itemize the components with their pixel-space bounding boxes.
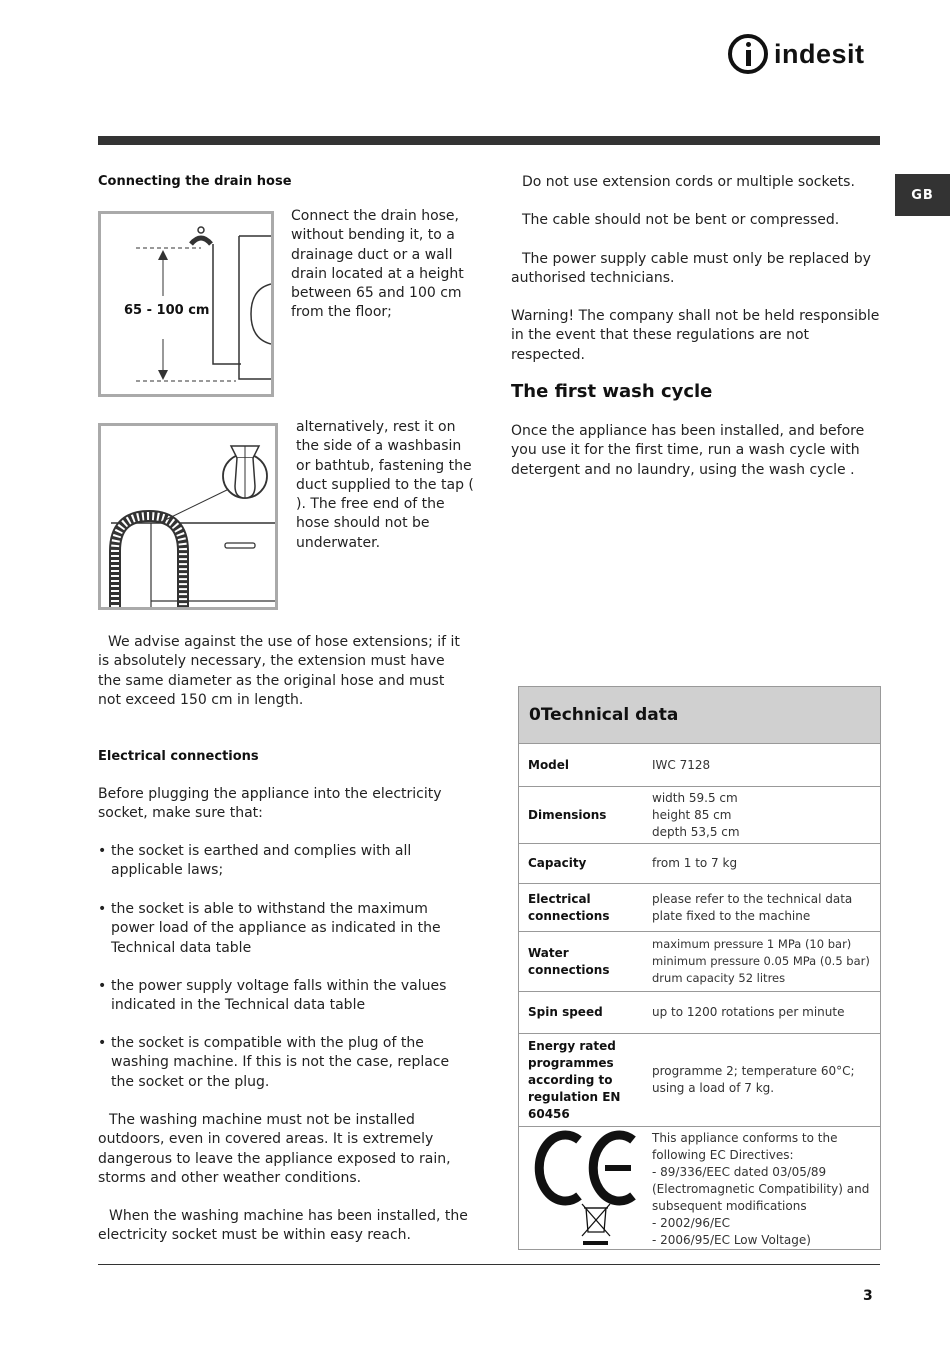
row-value: please refer to the technical data plate fixed to the machine bbox=[652, 891, 853, 923]
table-row bbox=[519, 744, 880, 787]
washbasin-illustration bbox=[101, 426, 275, 607]
table-row bbox=[519, 844, 880, 884]
socket-reach-text: When the washing machine has been installed, the electricity socket must be within easy reach. bbox=[98, 1208, 468, 1244]
washbasin-text: alternatively, rest it on the side of a washbasin or bathtub, fastening the duct supplied to the tap ( ). The free end of the hose should not be underwater. bbox=[296, 419, 474, 551]
table-row bbox=[519, 884, 880, 932]
warning-text: Warning! The company shall not be held responsible in the event that these regulations are not respected. bbox=[511, 308, 880, 363]
electrical-intro: Before plugging the appliance into the electricity socket, make sure that: bbox=[98, 786, 442, 822]
table-row bbox=[519, 992, 880, 1034]
row-label: Model bbox=[528, 757, 570, 772]
header-rule bbox=[98, 136, 880, 145]
row-value: width 59.5 cm height 85 cm depth 53,5 cm bbox=[652, 790, 740, 839]
row-label: Dimensions bbox=[528, 807, 607, 822]
row-value: IWC 7128 bbox=[652, 757, 711, 772]
extension-cords-text: Do not use extension cords or multiple sockets. bbox=[522, 174, 855, 190]
bullet-icon: • bbox=[98, 978, 107, 994]
list-item: • the socket is compatible with the plug of the washing machine. If this is not the case, replace the socket or the plug. bbox=[98, 1034, 470, 1092]
outdoor-warning-text: The washing machine must not be installed outdoors, even in covered areas. It is extremely dangerous to leave the appliance exposed to rain, storms and other weather conditions. bbox=[98, 1112, 451, 1186]
row-value: from 1 to 7 kg bbox=[652, 856, 738, 870]
technical-data-table bbox=[518, 686, 881, 1250]
bullet-icon: • bbox=[98, 1035, 107, 1051]
row-value: programme 2; temperature 60°C; using a load of 7 kg. bbox=[652, 1064, 855, 1095]
brand-logo bbox=[728, 34, 865, 74]
ce-mark bbox=[519, 1130, 652, 1248]
row-label: Electrical connections bbox=[528, 891, 610, 923]
table-row bbox=[519, 787, 880, 844]
row-label: Water connections bbox=[528, 945, 610, 977]
first-wash-heading: The first wash cycle bbox=[511, 381, 713, 402]
page-number: 3 bbox=[863, 1288, 873, 1304]
list-item: • the socket is able to withstand the maximum power load of the appliance as indicated in the Technical data table bbox=[98, 900, 470, 958]
brand-name: indesit bbox=[774, 38, 865, 69]
first-wash-text: Once the appliance has been installed, and before you use it for the first time, run a wash cycle with detergent and no laundry, using the wash cycle . bbox=[511, 423, 865, 478]
electrical-heading: Electrical connections bbox=[98, 749, 259, 764]
list-item: • the socket is earthed and complies with all applicable laws; bbox=[98, 842, 470, 881]
row-label: Capacity bbox=[528, 856, 587, 870]
row-value: up to 1200 rotations per minute bbox=[652, 1005, 845, 1019]
language-tab: GB bbox=[895, 174, 950, 216]
row-label: Spin speed bbox=[528, 1005, 603, 1019]
drain-height-label: 65 - 100 cm bbox=[124, 303, 210, 318]
row-label: Energy rated programmes according to regulation EN 60456 bbox=[528, 1038, 621, 1121]
footer-rule bbox=[98, 1264, 880, 1265]
ce-directives-text: This appliance conforms to the following EC Directives: - 89/336/EEC dated 03/05/89 (Electromagnetic Compatibility) and subsequent modifications - 2002/96/EC - 2006/95/EC Low Voltage) bbox=[652, 1131, 870, 1247]
washbasin-figure bbox=[98, 423, 278, 610]
table-row bbox=[519, 1127, 880, 1249]
cable-bend-text: The cable should not be bent or compressed. bbox=[522, 212, 840, 228]
cable-replace-text: The power supply cable must only be replaced by authorised technicians. bbox=[511, 251, 871, 287]
drain-hose-heading: Connecting the drain hose bbox=[98, 174, 292, 189]
drain-hose-text: Connect the drain hose, without bending it, to a drainage duct or a wall drain located at a height between 65 and 100 cm from the floor; bbox=[291, 208, 464, 321]
table-title: 0Technical data bbox=[519, 687, 880, 744]
ce-mark-icon bbox=[519, 1130, 652, 1248]
row-value: maximum pressure 1 MPa (10 bar) minimum pressure 0.05 MPa (0.5 bar) drum capacity 52 litres bbox=[652, 937, 870, 985]
hose-extension-text: We advise against the use of hose extensions; if it is absolutely necessary, the extension must have the same diameter as the original hose and must not exceed 150 cm in length. bbox=[98, 634, 460, 708]
list-item: • the power supply voltage falls within the values indicated in the Technical data table bbox=[98, 977, 470, 1016]
bullet-icon: • bbox=[98, 843, 107, 859]
bullet-icon: • bbox=[98, 901, 107, 917]
table-row bbox=[519, 932, 880, 992]
table-row bbox=[519, 1034, 880, 1127]
brand-mark-icon bbox=[728, 34, 768, 74]
